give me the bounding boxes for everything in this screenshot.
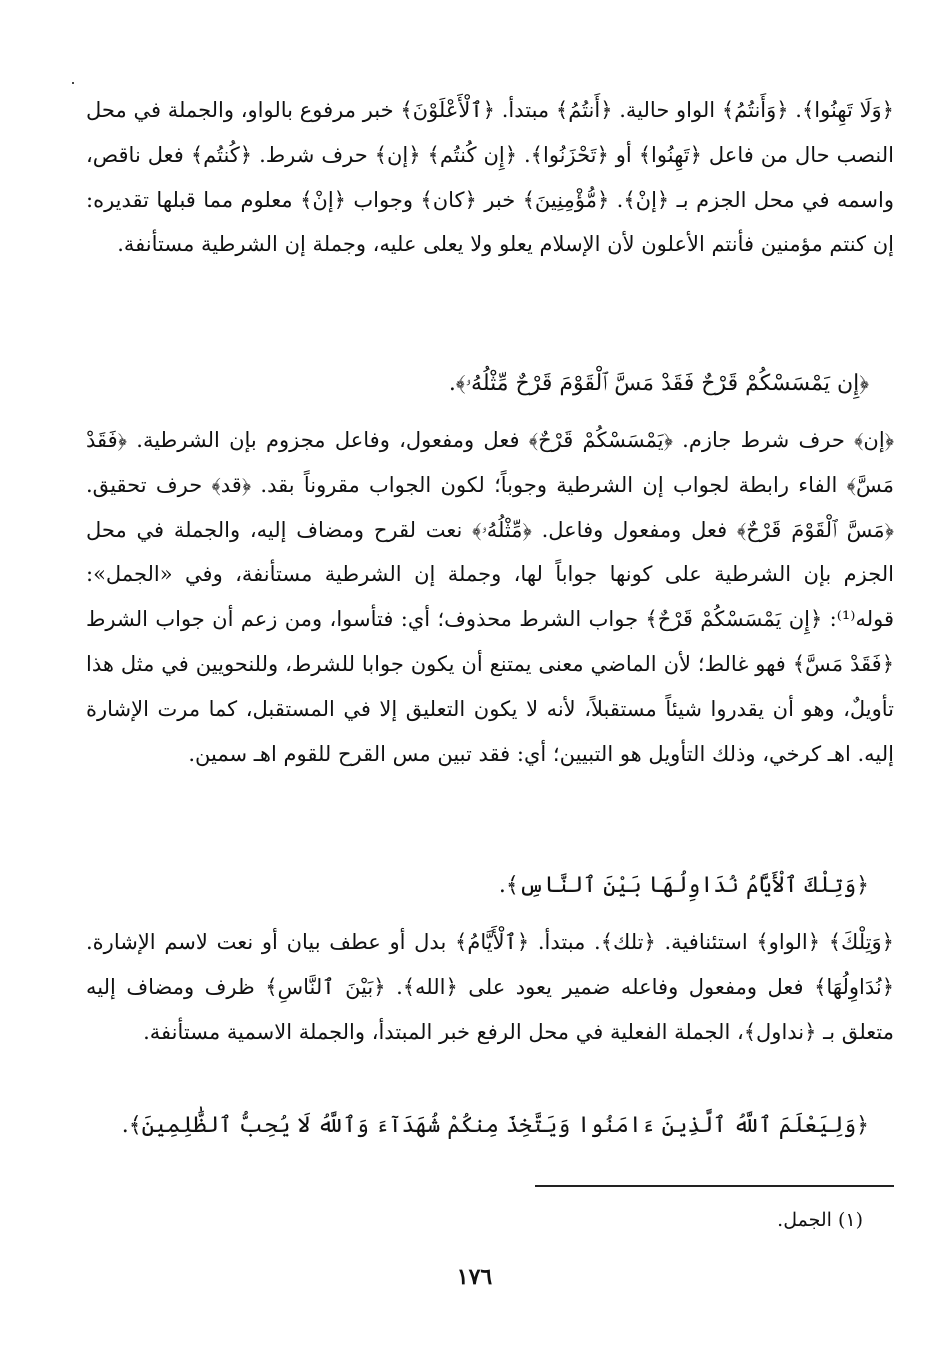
footnote: (١) الجمل. xyxy=(777,1209,863,1231)
footnote-divider xyxy=(535,1185,894,1187)
scan-speck xyxy=(72,82,74,84)
paragraph-text: ﴿وَتِلْكَ﴾ ﴿الواو﴾ استئنافية. ﴿تلك﴾. مبتدأ. ﴿ٱلْأَيَّامُ﴾ بدل أو عطف بيان أو نعت لاسم الإشارة. ﴿نُدَاوِلُهَا﴾ فعل ومفعول وفاعله ضمير يعود على ﴿الله﴾. ﴿بَيْنَ ٱلنَّاسِ﴾ ظرف ومضاف إليه متعلق بـ ﴿نداول﴾، الجملة الفعلية في محل الرفع خبر المبتدأ، والجملة الاسمية مستأنفة. xyxy=(86,930,894,1044)
paragraph-text: ﴿إن﴾ حرف شرط جازم. ﴿يَمْسَسْكُمْ قَرْحٌ﴾ فعل ومفعول، وفاعل مجزوم بإن الشرطية. ﴿فَقَدْ مَسَّ﴾ الفاء رابطة لجواب إن الشرطية وجوباً؛ لكون الجواب مقروناً بقد. ﴿قد﴾ حرف تحقيق. ﴿مَسَّ ٱلْقَوْمَ قَرْحٌ﴾ فعل ومفعول وفاعل. ﴿مِّثْلُهُۥ﴾ نعت لقرح ومضاف إليه، والجملة في محل الجزم بإن الشرطية على كونها جواباً لها، وجملة إن الشرطية مستأنفة، وفي «الجمل»: قوله⁽¹⁾: ﴿إِن يَمْسَسْكُمْ قَرْحٌ﴾ جواب الشرط محذوف؛ أي: فتأسوا، ومن زعم أن جواب الشرط ﴿فَقَدْ مَسَّ﴾ فهو غالط؛ لأن الماضي معنى يمتنع أن يكون جوابا للشرط، وللنحويين في مثل هذا تأويلٌ، وهو أن يقدروا شيئاً مستقبلاً، لأنه لا يكون التعليق إلا في المستقبل، كما مرت الإشارة إليه. اهـ كرخي، وذلك التأويل هو التبيين؛ أي: فقد تبين مس القرح للقوم اهـ سمين. xyxy=(86,428,894,766)
quran-verse-3: ﴿وَلِيَعْلَمَ ٱللَّهُ ٱلَّذِينَ ءَامَنُوا وَيَتَّخِذَ مِنكُمْ شُهَدَآءَ وَٱللَّهُ لَا يُحِبُّ ٱلظَّٰلِمِينَ﴾. xyxy=(121,1113,869,1138)
paragraph-text: ﴿وَلَا تَهِنُوا﴾. ﴿وَأَنتُمُ﴾ الواو حالية. ﴿أَنتُمُ﴾ مبتدأ. ﴿ٱلْأَعْلَوْنَ﴾ خبر مرفوع بالواو، والجملة في محل النصب حال من فاعل ﴿تَهِنُوا﴾ أو ﴿تَحْزَنُوا﴾. ﴿إِن كُنتُم﴾ ﴿إن﴾ حرف شرط. ﴿كُنتُم﴾ فعل ناقص، واسمه في محل الجزم بـ ﴿إنْ﴾. ﴿مُّؤْمِنِينَ﴾ خبر ﴿كان﴾ وجواب ﴿إنْ﴾ معلوم مما قبلها تقديره: إن كنتم مؤمنين فأنتم الأعلون لأن الإسلام يعلو ولا يعلى عليه، وجملة إن الشرطية مستأنفة. xyxy=(86,98,894,257)
commentary-paragraph-3 xyxy=(86,920,894,1054)
page-number: ١٧٦ xyxy=(456,1264,493,1290)
commentary-paragraph-2 xyxy=(86,418,894,776)
commentary-paragraph-1 xyxy=(86,88,894,267)
quran-verse-1: ﴿إِن يَمْسَسْكُمْ قَرْحٌ فَقَدْ مَسَّ ٱلْقَوْمَ قَرْحٌ مِّثْلُهُۥ﴾. xyxy=(448,371,869,396)
quran-verse-2: ﴿وَتِلْكَ ٱلْأَيَّامُ نُدَاوِلُهَا بَيْنَ ٱلنَّاسِ﴾. xyxy=(498,873,869,898)
